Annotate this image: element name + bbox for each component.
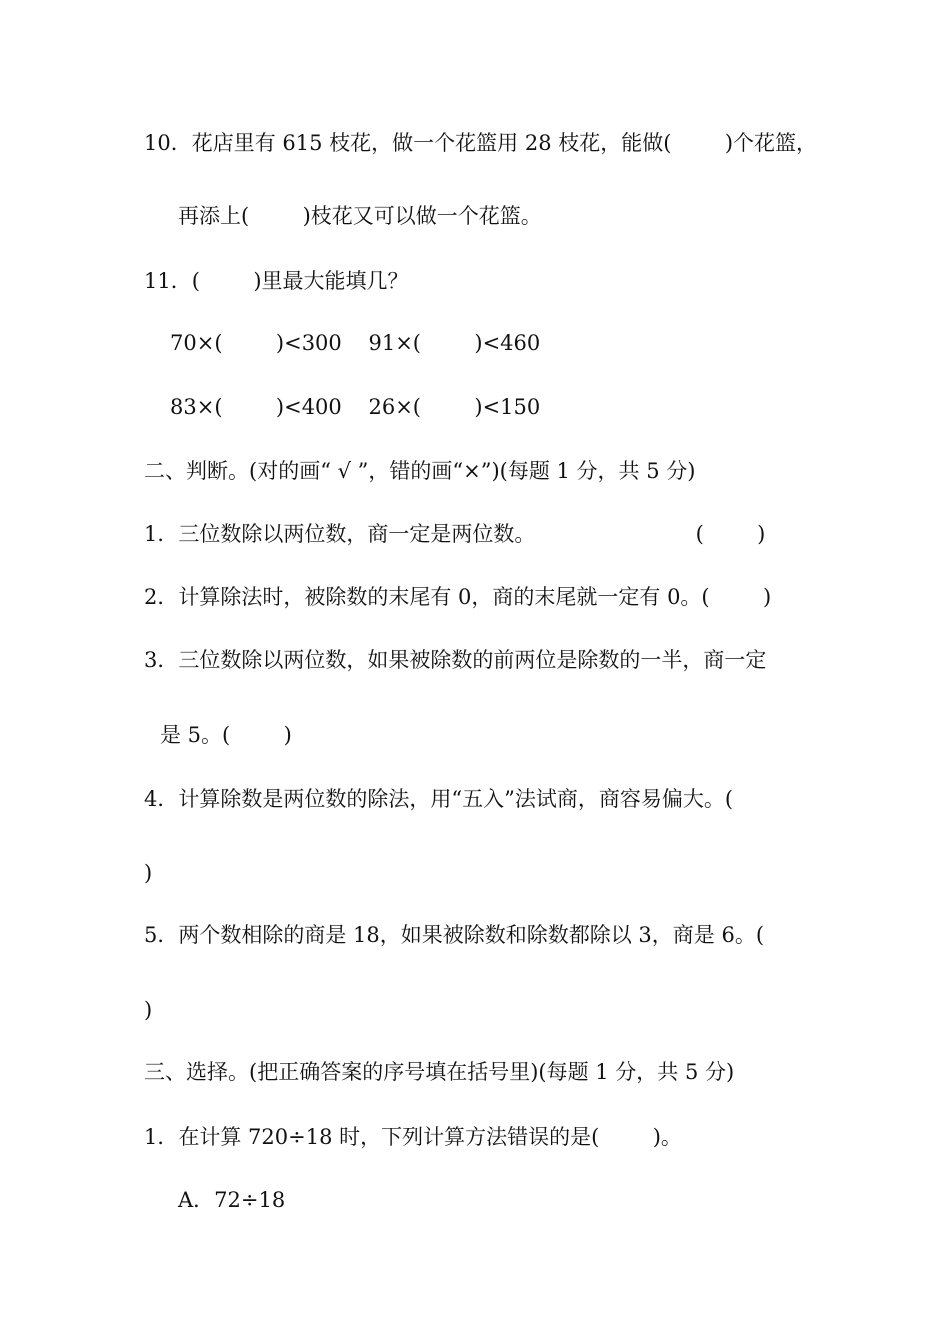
question-11-row-2: 83×( )<400 26×( )<150 [170, 395, 541, 419]
choice-1-option-a: A．72÷18 [178, 1188, 286, 1212]
judge-4-line-1: 4．计算除数是两位数的除法，用“五入”法试商，商容易偏大。( [144, 787, 734, 811]
question-10-line-1: 10．花店里有 615 枝花，做一个花篮用 28 枝花，能做( )个花篮， [144, 131, 818, 155]
judge-3-line-1: 3．三位数除以两位数，如果被除数的前两位是除数的一半，商一定 [144, 648, 767, 672]
question-10-line-2: 再添上( )枝花又可以做一个花篮。 [178, 204, 542, 228]
question-11-row-1: 70×( )<300 91×( )<460 [170, 331, 541, 355]
judge-5-line-2: ) [144, 998, 153, 1022]
question-11-stem: 11．( )里最大能填几？ [144, 269, 409, 293]
judge-4-line-2: ) [144, 861, 153, 885]
judge-2: 2．计算除法时，被除数的末尾有 0，商的末尾就一定有 0。( ) [144, 585, 772, 609]
judge-1: 1．三位数除以两位数，商一定是两位数。 ( ) [144, 522, 766, 546]
judge-5-line-1: 5．两个数相除的商是 18，如果被除数和除数都除以 3，商是 6。( [144, 923, 765, 947]
section-3-heading: 三、选择。(把正确答案的序号填在括号里)(每题 1 分，共 5 分) [144, 1060, 735, 1084]
choice-1-stem: 1．在计算 720÷18 时，下列计算方法错误的是( )。 [144, 1125, 682, 1149]
section-2-heading: 二、判断。(对的画“ √ ”，错的画“×”)(每题 1 分，共 5 分) [144, 459, 696, 483]
judge-3-line-2: 是 5。( ) [160, 723, 292, 747]
